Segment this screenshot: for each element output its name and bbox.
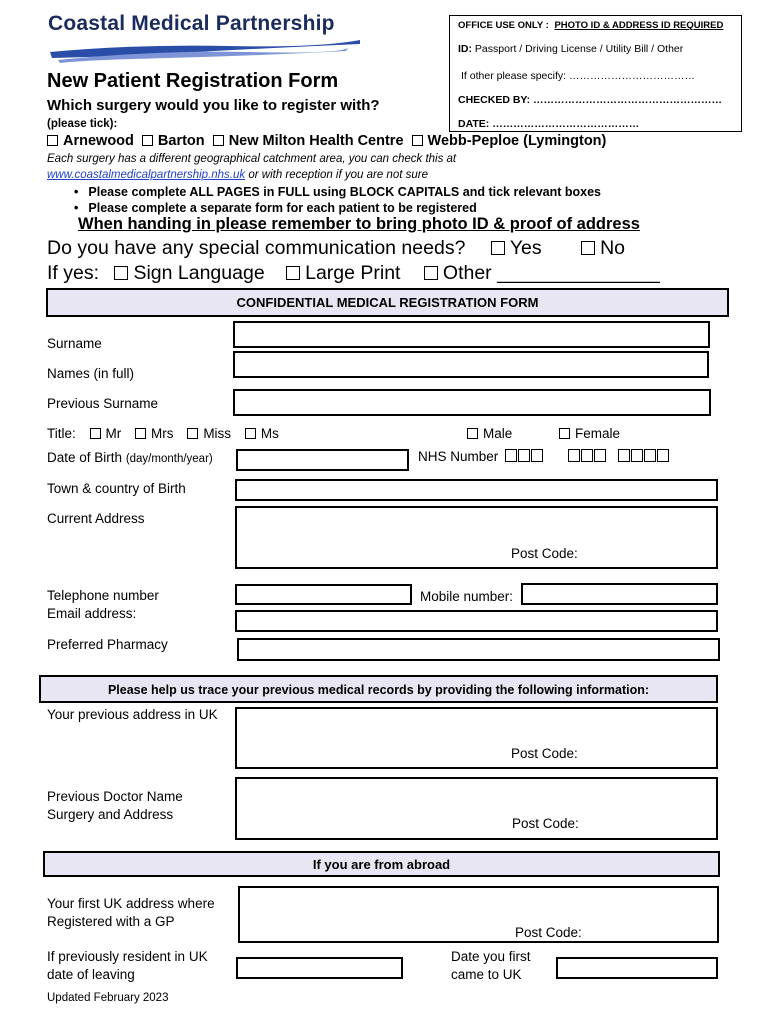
checkbox-icon[interactable]: [412, 135, 423, 146]
office-id-label: ID:: [458, 43, 472, 55]
previous-address-input[interactable]: [235, 707, 718, 769]
comm-yes-option[interactable]: Yes: [491, 237, 542, 259]
large-print-option[interactable]: Large Print: [286, 262, 400, 284]
checkbox-icon[interactable]: [47, 135, 58, 146]
date-first-came-label: Date you first came to UK: [451, 949, 531, 982]
office-checked-by: CHECKED BY: ………………………………………………: [458, 94, 723, 106]
nhs-digits-group-1[interactable]: [505, 448, 544, 466]
checkbox-icon[interactable]: [559, 428, 570, 439]
first-uk-postcode-label: Post Code:: [515, 925, 582, 940]
checkbox-icon[interactable]: [286, 266, 300, 280]
surname-label: Surname: [47, 336, 102, 351]
checkbox-icon[interactable]: [491, 241, 505, 255]
logo-wave-icon: [48, 36, 368, 66]
office-id-options: Passport / Driving License / Utility Bill / Other: [474, 43, 684, 55]
checkbox-icon[interactable]: [90, 428, 101, 439]
previous-surname-label: Previous Surname: [47, 396, 159, 411]
office-use-title: OFFICE USE ONLY :: [458, 20, 549, 31]
town-country-birth-label: Town & country of Birth: [47, 481, 186, 496]
confidential-banner: CONFIDENTIAL MEDICAL REGISTRATION FORM: [46, 288, 729, 317]
communication-question: Do you have any special communication needs?: [47, 237, 466, 259]
dob-format: (day/month/year): [125, 453, 213, 465]
birth-place-input[interactable]: [235, 479, 718, 501]
telephone-input[interactable]: [235, 584, 412, 605]
instructions-list: [74, 184, 601, 216]
email-label: Email address:: [47, 606, 137, 621]
catchment-note: Each surgery has a different geographical catchment area, you can check this at www.coastalmedicalpartnership.nhs.uk or with reception if you are not sure: [47, 153, 457, 181]
email-input[interactable]: [235, 610, 718, 632]
org-name: Coastal Medical Partnership: [48, 12, 335, 35]
checkbox-icon[interactable]: [142, 135, 153, 146]
title-row: [47, 425, 279, 443]
checkbox-icon[interactable]: [424, 266, 438, 280]
title-miss-option[interactable]: Miss: [187, 426, 231, 441]
previous-address-label: Your previous address in UK: [47, 707, 218, 722]
surgery-option-arnewood[interactable]: Arnewood: [47, 133, 134, 149]
comm-no-option[interactable]: No: [581, 237, 625, 259]
doctor-postcode-label: Post Code:: [512, 816, 579, 831]
communication-type-row: [47, 262, 660, 285]
date-first-came-input[interactable]: [556, 957, 718, 979]
previous-doctor-label: Previous Doctor Name Surgery and Address: [47, 789, 183, 822]
current-address-input[interactable]: [235, 506, 718, 569]
date-of-leaving-input[interactable]: [236, 957, 403, 979]
sign-language-option[interactable]: Sign Language: [114, 262, 264, 284]
dob-input[interactable]: [236, 449, 409, 471]
nhs-digits-group-2[interactable]: [568, 448, 607, 466]
surgery-option-new-milton[interactable]: New Milton Health Centre: [213, 133, 404, 149]
catchment-link[interactable]: www.coastalmedicalpartnership.nhs.uk: [47, 169, 246, 181]
previous-surname-input[interactable]: [233, 389, 711, 416]
previous-doctor-input[interactable]: [235, 777, 718, 840]
instruction-item: • Please complete a separate form for each patient to be registered: [74, 201, 477, 215]
office-date: DATE: ……………………………………: [458, 118, 640, 130]
surname-input[interactable]: [233, 321, 710, 348]
photo-id-reminder: When handing in please remember to bring photo ID & proof of address: [78, 215, 640, 233]
other-option[interactable]: Other _______________: [424, 262, 660, 284]
mobile-input[interactable]: [521, 583, 718, 605]
names-full-label: Names (in full): [47, 366, 135, 381]
nhs-number-label: NHS Number: [418, 449, 499, 464]
surgery-question: Which surgery would you like to register with?: [47, 97, 380, 114]
telephone-label: Telephone number: [47, 588, 159, 603]
previous-records-banner: Please help us trace your previous medical records by providing the following information:: [39, 675, 718, 703]
if-yes-label: If yes:: [47, 262, 100, 284]
logo: [48, 12, 368, 68]
nhs-digits-group-3[interactable]: [618, 448, 670, 466]
checkbox-icon[interactable]: [213, 135, 224, 146]
gender-female-option[interactable]: Female: [559, 425, 620, 443]
nhs-number-row: [418, 448, 670, 466]
title-label: Title:: [47, 426, 76, 441]
title-mr-option[interactable]: Mr: [90, 426, 122, 441]
title-mrs-option[interactable]: Mrs: [135, 426, 174, 441]
instruction-item: • Please complete ALL PAGES in FULL using BLOCK CAPITALS and tick relevant boxes: [74, 185, 601, 199]
checkbox-icon[interactable]: [187, 428, 198, 439]
office-other-specify: If other please specify: ………………………………: [461, 70, 695, 82]
names-input[interactable]: [233, 351, 709, 378]
dob-label: Date of Birth (day/month/year): [47, 450, 213, 465]
please-tick: (please tick):: [47, 118, 118, 130]
surgery-option-barton[interactable]: Barton: [142, 133, 205, 149]
form-title: New Patient Registration Form: [47, 70, 339, 92]
checkbox-icon[interactable]: [467, 428, 478, 439]
gender-male-option[interactable]: Male: [467, 425, 512, 443]
title-ms-option[interactable]: Ms: [245, 426, 279, 441]
first-uk-address-label: Your first UK address where Registered with a GP: [47, 896, 215, 929]
previous-postcode-label: Post Code:: [511, 746, 578, 761]
mobile-label: Mobile number:: [420, 589, 514, 604]
resident-leaving-label: If previously resident in UK date of leaving: [47, 949, 208, 982]
current-postcode-label: Post Code:: [511, 546, 578, 561]
checkbox-icon[interactable]: [581, 241, 595, 255]
checkbox-icon[interactable]: [114, 266, 128, 280]
office-use-requirement: PHOTO ID & ADDRESS ID REQUIRED: [554, 20, 724, 31]
pharmacy-input[interactable]: [237, 638, 720, 661]
checkbox-icon[interactable]: [245, 428, 256, 439]
pharmacy-label: Preferred Pharmacy: [47, 637, 168, 652]
abroad-banner: If you are from abroad: [43, 851, 720, 877]
current-address-label: Current Address: [47, 511, 145, 526]
office-use-box: [449, 15, 742, 132]
surgery-option-webb-peploe[interactable]: Webb-Peploe (Lymington): [412, 133, 607, 149]
footer-updated: Updated February 2023: [47, 992, 169, 1004]
surgery-options: [47, 133, 606, 149]
communication-question-row: [47, 237, 625, 260]
checkbox-icon[interactable]: [135, 428, 146, 439]
first-uk-address-input[interactable]: [238, 886, 719, 943]
